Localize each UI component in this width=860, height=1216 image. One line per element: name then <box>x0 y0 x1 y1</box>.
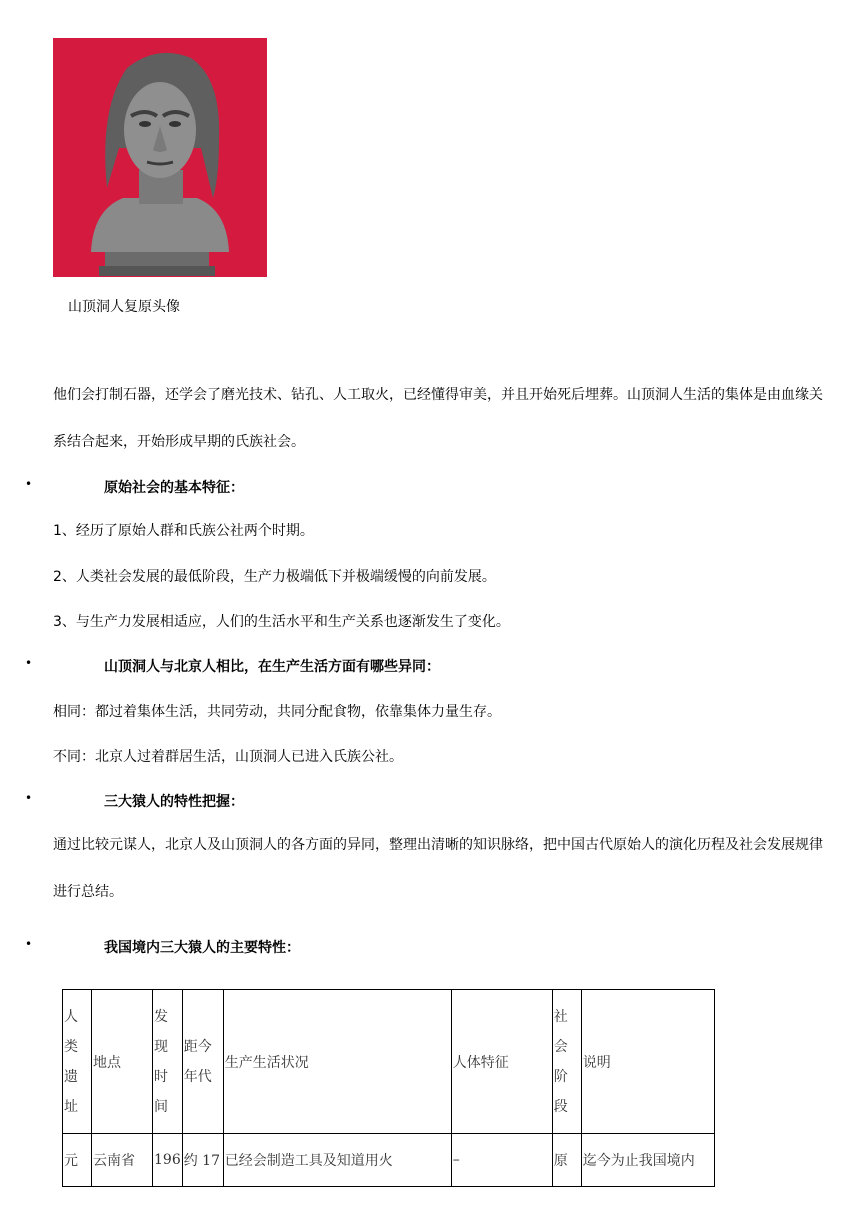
table-header-row <box>63 990 715 1134</box>
intro-paragraph: 他们会打制石器，还学会了磨光技术、钻孔、人工取火，已经懂得审美，并且开始死后埋葬。山顶洞人生活的集体是由血缘关系结合起来，开始形成早期的氏族社会。 <box>53 387 823 450</box>
bullet-dot: • <box>25 937 33 951</box>
section-heading: 我国境内三大猿人的主要特性： <box>104 940 300 956</box>
table-cell: 云南省 <box>92 1134 153 1187</box>
section-heading: 山顶洞人与北京人相比，在生产生活方面有哪些异同： <box>104 659 440 675</box>
table-cell: 196 <box>153 1134 183 1187</box>
bust-plinth <box>99 266 215 276</box>
table-header-cell: 说明 <box>581 990 714 1134</box>
bust-eye-right <box>169 121 181 127</box>
table-cell: 原 <box>552 1134 581 1187</box>
bullet-dot: • <box>25 477 33 491</box>
table-header-cell: 社会阶段 <box>552 990 581 1134</box>
table-header-cell: 距今年代 <box>182 990 223 1134</box>
list-item: 1、经历了原始人群和氏族公社两个时期。 <box>53 523 314 539</box>
different-text: 不同：北京人过着群居生活，山顶洞人已进入氏族公社。 <box>53 749 403 765</box>
bust-shoulders <box>91 198 229 252</box>
bust-illustration <box>53 38 267 277</box>
bust-eye-left <box>139 121 151 127</box>
table-header-cell: 生产生活状况 <box>223 990 451 1134</box>
list-item: 2、人类社会发展的最低阶段，生产力极端低下并极端缓慢的向前发展。 <box>53 569 496 585</box>
table-cell: 约 17 <box>182 1134 223 1187</box>
table-cell: – <box>451 1134 552 1187</box>
table-cell: 迄今为止我国境内 <box>581 1134 714 1187</box>
table-header-cell: 人体特征 <box>451 990 552 1134</box>
section-heading: 三大猿人的特性把握： <box>104 794 244 810</box>
section-heading: 原始社会的基本特征： <box>104 480 244 496</box>
figure-caption: 山顶洞人复原头像 <box>68 299 180 315</box>
same-text: 相同：都过着集体生活，共同劳动，共同分配食物，依靠集体力量生存。 <box>53 704 501 720</box>
list-item: 3、与生产力发展相适应，人们的生活水平和生产关系也逐渐发生了变化。 <box>53 614 510 630</box>
traits-paragraph: 通过比较元谋人，北京人及山顶洞人的各方面的异同，整理出清晰的知识脉络，把中国古代原始人的演化历程及社会发展规律进行总结。 <box>53 837 823 900</box>
table-header-cell: 地点 <box>92 990 153 1134</box>
table-header-cell: 人类遗址 <box>63 990 92 1134</box>
table-row <box>63 1134 715 1187</box>
table-cell: 元 <box>63 1134 92 1187</box>
table-cell: 已经会制造工具及知道用火 <box>223 1134 451 1187</box>
ape-men-table <box>62 989 715 1187</box>
bust-photo <box>53 38 267 277</box>
table-header-cell: 发现时间 <box>153 990 183 1134</box>
bullet-dot: • <box>25 656 33 670</box>
bullet-dot: • <box>25 791 33 805</box>
